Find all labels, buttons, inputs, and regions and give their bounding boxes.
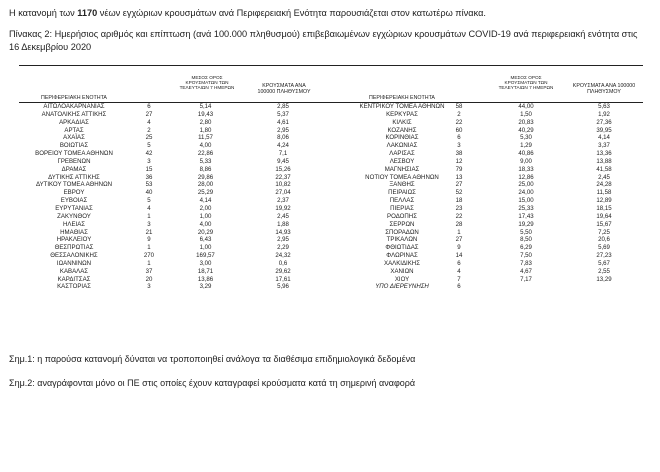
right-seven-day-mean: 1,50 <box>520 110 532 118</box>
left-seven-day-mean: 6,43 <box>199 236 212 244</box>
right-seven-day-mean: 24,00 <box>518 189 534 197</box>
right-new-cases: 52 <box>455 189 463 197</box>
left-incidence-per-100k: 22,37 <box>275 173 291 181</box>
right-region-name: ΛΑΡΙΣΑΣ <box>389 150 415 158</box>
right-seven-day-mean: 5,30 <box>520 134 532 142</box>
right-incidence-per-100k: 27,36 <box>596 118 612 126</box>
left-region-name: ΖΑΚΥΝΘΟΥ <box>57 212 91 220</box>
table-caption: Πίνακας 2: Ημερήσιος αριθμός και επίπτωση (ανά 100.000 πληθυσμού) επιβεβαιωμένων εγχώριων κρουσμάτων COVID-19 ανά περιφερειακή ενότητα στις 16 Δεκεμβρίου 2020 <box>9 29 638 52</box>
right-incidence-per-100k: 18,15 <box>596 204 612 212</box>
left-incidence-per-100k: 4,61 <box>277 118 289 126</box>
left-seven-day-mean: 11,57 <box>198 134 213 142</box>
left-region-name: ΕΥΡΥΤΑΝΙΑΣ <box>55 204 93 212</box>
right-new-cases: 6 <box>457 283 461 291</box>
right-new-cases: 4 <box>457 267 461 275</box>
left-new-cases: 15 <box>145 165 153 173</box>
left-region-name: ΑΝΑΤΟΛΙΚΗΣ ΑΤΤΙΚΗΣ <box>41 110 107 118</box>
right-region-name: ΧΑΛΚΙΔΙΚΗΣ <box>384 259 420 267</box>
right-incidence-per-100k: 3,37 <box>598 142 610 150</box>
right-incidence-per-100k: 20,6 <box>598 236 610 244</box>
right-region-name: ΠΕΙΡΑΙΩΣ <box>388 189 416 197</box>
table-row <box>19 205 643 213</box>
right-new-cases: 6 <box>457 134 461 142</box>
left-region-name: ΘΕΣΣΑΛΟΝΙΚΗΣ <box>50 252 98 260</box>
left-seven-day-mean: 4,00 <box>199 142 212 150</box>
left-incidence-per-100k: 2,45 <box>277 212 289 220</box>
left-region-name: ΗΜΑΘΙΑΣ <box>60 228 88 236</box>
table-row <box>19 150 643 158</box>
table-row <box>19 213 643 221</box>
table-row <box>19 197 643 205</box>
right-new-cases: 79 <box>455 165 463 173</box>
left-seven-day-mean: 25,29 <box>197 189 214 197</box>
left-region-name: ΔΥΤΙΚΟΥ ΤΟΜΕΑ ΑΘΗΝΩΝ <box>35 181 113 189</box>
left-incidence-per-100k: 17,61 <box>275 275 291 283</box>
left-incidence-per-100k: 5,37 <box>277 110 289 118</box>
table-row <box>19 189 643 197</box>
left-seven-day-mean: 20,29 <box>197 228 214 236</box>
right-new-cases: 2 <box>457 110 461 118</box>
left-incidence-per-100k: 27,04 <box>275 189 291 197</box>
left-region-name: ΓΡΕΒΕΝΩΝ <box>57 157 91 165</box>
right-new-cases: 27 <box>455 181 463 189</box>
left-seven-day-mean: 29,86 <box>197 173 214 181</box>
right-new-cases: 38 <box>455 150 463 158</box>
table-row <box>19 252 643 260</box>
left-new-cases: 21 <box>145 228 153 236</box>
right-incidence-per-100k: 15,67 <box>596 220 612 228</box>
right-incidence-per-100k: 4,14 <box>598 134 610 142</box>
right-incidence-per-100k: 13,36 <box>596 150 612 158</box>
left-seven-day-mean: 4,00 <box>199 220 212 228</box>
left-incidence-per-100k: 9,45 <box>277 157 289 165</box>
right-region-name: ΦΘΙΩΤΙΔΑΣ <box>385 244 419 252</box>
left-incidence-per-100k: 29,62 <box>275 267 291 275</box>
table-row <box>19 229 643 237</box>
right-new-cases: 12 <box>455 157 463 165</box>
left-new-cases: 1 <box>147 244 151 252</box>
header-mean-left: ΜΕΣΟΣ ΟΡΟΣ ΚΡΟΥΣΜΑΤΩΝ ΤΩΝ ΤΕΛΕΥΤΑΙΩΝ 7 ΗΜΕΡΩΝ <box>179 75 235 91</box>
note-2: Σημ.2: αναγράφονται μόνο οι ΠΕ στις οποίες έχουν καταγραφεί κρούσματα κατά τη σημερινή αναφορά <box>9 378 416 388</box>
right-new-cases: 58 <box>455 103 463 110</box>
right-region-name: ΚΙΛΚΙΣ <box>392 118 412 126</box>
left-incidence-per-100k: 2,85 <box>277 103 289 110</box>
left-seven-day-mean: 5,33 <box>199 157 212 165</box>
left-region-name: ΒΟΡΕΙΟΥ ΤΟΜΕΑ ΑΘΗΝΩΝ <box>35 150 113 158</box>
left-new-cases: 42 <box>145 150 153 158</box>
table-body <box>19 103 643 291</box>
right-region-name: ΚΟΖΑΝΗΣ <box>387 126 417 134</box>
right-region-name: ΦΛΩΡΙΝΑΣ <box>386 252 418 260</box>
left-new-cases: 3 <box>147 283 151 291</box>
right-incidence-per-100k: 24,28 <box>596 181 612 189</box>
left-new-cases: 5 <box>147 142 151 150</box>
right-incidence-per-100k: 2,55 <box>598 267 610 275</box>
right-region-name: ΡΟΔΟΠΗΣ <box>387 212 417 220</box>
table-row <box>19 111 643 119</box>
left-incidence-per-100k: 0,6 <box>278 259 288 267</box>
left-incidence-per-100k: 15,26 <box>275 165 291 173</box>
right-new-cases: 22 <box>455 118 463 126</box>
right-region-name: ΧΑΝΙΩΝ <box>390 267 414 275</box>
table-row <box>19 268 643 276</box>
right-incidence-per-100k: 27,23 <box>596 252 612 260</box>
right-incidence-per-100k: 7,25 <box>598 228 610 236</box>
left-new-cases: 40 <box>145 189 153 197</box>
left-new-cases: 6 <box>147 103 151 110</box>
right-new-cases: 1 <box>457 228 461 236</box>
table-row <box>19 181 643 189</box>
right-new-cases: 22 <box>455 212 463 220</box>
left-incidence-per-100k: 19,92 <box>275 204 291 212</box>
left-new-cases: 37 <box>145 267 153 275</box>
left-incidence-per-100k: 2,95 <box>277 126 289 134</box>
header-incidence-right: ΚΡΟΥΣΜΑΤΑ ΑΝΑ 100000 ΠΛΗΘΥΣΜΟΥ <box>572 83 636 96</box>
left-incidence-per-100k: 2,95 <box>277 236 289 244</box>
left-seven-day-mean: 13,86 <box>197 275 214 283</box>
left-new-cases: 4 <box>147 118 151 126</box>
left-seven-day-mean: 1,00 <box>199 244 212 252</box>
left-region-name: ΕΥΒΟΙΑΣ <box>60 197 88 205</box>
left-new-cases: 25 <box>145 134 153 142</box>
right-incidence-per-100k: 13,88 <box>596 157 612 165</box>
right-region-name: ΠΙΕΡΙΑΣ <box>390 204 414 212</box>
left-seven-day-mean: 1,80 <box>199 126 212 134</box>
left-seven-day-mean: 2,80 <box>199 118 212 126</box>
left-region-name: ΑΙΤΩΛΟΑΚΑΡΝΑΝΙΑΣ <box>43 103 105 110</box>
right-region-name: ΚΟΡΙΝΘΙΑΣ <box>385 134 419 142</box>
left-new-cases: 53 <box>145 181 153 189</box>
right-seven-day-mean: 15,00 <box>518 197 534 205</box>
left-incidence-per-100k: 2,37 <box>277 197 289 205</box>
right-region-name: ΚΕΝΤΡΙΚΟΥ ΤΟΜΕΑ ΑΘΗΝΩΝ <box>359 103 445 110</box>
left-new-cases: 20 <box>145 275 153 283</box>
left-new-cases: 4 <box>147 204 151 212</box>
left-region-name: ΚΑΡΔΙΤΣΑΣ <box>57 275 91 283</box>
table-row <box>19 174 643 182</box>
table-top-rule <box>19 65 643 66</box>
right-seven-day-mean: 12,86 <box>518 173 534 181</box>
intro-suffix: νέων εγχώριων κρουσμάτων ανά Περιφερειακή Ενότητα παρουσιάζεται στον κατωτέρω πίνακα. <box>97 8 486 18</box>
left-region-name: ΑΡΚΑΔΙΑΣ <box>59 118 89 126</box>
right-region-name: ΧΙΟΥ <box>394 275 410 283</box>
left-incidence-per-100k: 2,29 <box>277 244 289 252</box>
left-region-name: ΔΡΑΜΑΣ <box>61 165 87 173</box>
right-seven-day-mean: 1,29 <box>520 142 532 150</box>
left-region-name: ΗΛΕΙΑΣ <box>62 220 86 228</box>
right-region-name: ΤΡΙΚΑΛΩΝ <box>386 236 418 244</box>
left-region-name: ΘΕΣΠΡΩΤΙΑΣ <box>54 244 94 252</box>
table-row <box>19 244 643 252</box>
right-region-name: ΠΕΛΛΑΣ <box>389 197 415 205</box>
right-region-name: ΛΕΣΒΟΥ <box>389 157 415 165</box>
left-seven-day-mean: 5,14 <box>199 103 212 110</box>
right-seven-day-mean: 40,86 <box>518 150 534 158</box>
left-incidence-per-100k: 7,1 <box>278 150 288 158</box>
table-row <box>19 127 643 135</box>
left-seven-day-mean: 1,00 <box>199 212 212 220</box>
header-mean-right: ΜΕΣΟΣ ΟΡΟΣ ΚΡΟΥΣΜΑΤΩΝ ΤΩΝ ΤΕΛΕΥΤΑΙΩΝ 7 ΗΜΕΡΩΝ <box>498 75 554 91</box>
right-region-name: ΜΑΓΝΗΣΙΑΣ <box>384 165 420 173</box>
left-new-cases: 36 <box>145 173 153 181</box>
left-new-cases: 270 <box>143 252 155 260</box>
left-seven-day-mean: 2,00 <box>199 204 212 212</box>
left-new-cases: 1 <box>147 259 151 267</box>
right-seven-day-mean: 7,83 <box>520 259 532 267</box>
header-incidence-left: ΚΡΟΥΣΜΑΤΑ ΑΝΑ 100000 ΠΛΗΘΥΣΜΟΥ <box>257 83 311 96</box>
right-seven-day-mean: 4,67 <box>520 267 532 275</box>
right-seven-day-mean: 19,29 <box>518 220 534 228</box>
table-row <box>19 119 643 127</box>
right-new-cases: 13 <box>455 173 463 181</box>
right-region-name: ΝΟΤΙΟΥ ΤΟΜΕΑ ΑΘΗΝΩΝ <box>365 173 439 181</box>
left-region-name: ΒΟΙΩΤΙΑΣ <box>59 142 89 150</box>
left-new-cases: 1 <box>147 212 151 220</box>
header-region-right: ΠΕΡΙΦΕΡΕΙΑΚΗ ΕΝΟΤΗΤΑ <box>369 95 435 101</box>
right-seven-day-mean: 6,29 <box>520 244 532 252</box>
table-row <box>19 158 643 166</box>
right-region-name: ΣΠΟΡΑΔΩΝ <box>385 228 419 236</box>
right-incidence-per-100k: 19,64 <box>596 212 612 220</box>
left-region-name: ΔΥΤΙΚΗΣ ΑΤΤΙΚΗΣ <box>48 173 100 181</box>
left-seven-day-mean: 8,86 <box>199 165 212 173</box>
left-seven-day-mean: 19,43 <box>197 110 214 118</box>
table-row <box>19 166 643 174</box>
right-new-cases: 23 <box>455 204 463 212</box>
right-incidence-per-100k: 11,58 <box>596 189 612 197</box>
left-region-name: ΙΩΑΝΝΙΝΩΝ <box>56 259 92 267</box>
right-new-cases: 27 <box>455 236 463 244</box>
intro-text <box>9 7 486 19</box>
right-region-name: ΚΕΡΚΥΡΑΣ <box>386 110 418 118</box>
right-new-cases: 3 <box>457 142 461 150</box>
right-seven-day-mean: 17,43 <box>518 212 534 220</box>
right-seven-day-mean: 9,00 <box>520 157 532 165</box>
left-seven-day-mean: 3,00 <box>199 259 212 267</box>
right-seven-day-mean: 5,50 <box>520 228 532 236</box>
right-incidence-per-100k: 13,29 <box>596 275 612 283</box>
left-seven-day-mean: 3,29 <box>199 283 212 291</box>
table-row <box>19 260 643 268</box>
right-new-cases: 7 <box>457 275 461 283</box>
left-new-cases: 3 <box>147 157 151 165</box>
header-region-left: ΠΕΡΙΦΕΡΕΙΑΚΗ ΕΝΟΤΗΤΑ <box>41 95 107 101</box>
right-region-name: ΛΑΚΩΝΙΑΣ <box>386 142 418 150</box>
right-incidence-per-100k: 39,95 <box>596 126 612 134</box>
intro-count: 1170 <box>77 8 98 18</box>
right-region-name: ΣΕΡΡΩΝ <box>389 220 415 228</box>
left-region-name: ΚΑΒΑΛΑΣ <box>59 267 89 275</box>
left-incidence-per-100k: 8,06 <box>277 134 289 142</box>
right-seven-day-mean: 25,33 <box>518 204 534 212</box>
right-new-cases: 18 <box>455 197 463 205</box>
left-seven-day-mean: 28,00 <box>197 181 214 189</box>
right-seven-day-mean: 40,29 <box>518 126 534 134</box>
right-incidence-per-100k: 5,63 <box>598 103 610 110</box>
table-row <box>19 276 643 284</box>
left-seven-day-mean: 18,71 <box>197 267 214 275</box>
table-row <box>19 221 643 229</box>
right-region-name: ΞΑΝΘΗΣ <box>389 181 415 189</box>
left-region-name: ΑΡΤΑΣ <box>64 126 84 134</box>
left-incidence-per-100k: 1,88 <box>277 220 289 228</box>
right-incidence-per-100k: 2,45 <box>598 173 610 181</box>
right-new-cases: 60 <box>455 126 463 134</box>
right-seven-day-mean: 44,00 <box>518 103 534 110</box>
right-incidence-per-100k: 41,58 <box>596 165 612 173</box>
table-row <box>19 134 643 142</box>
table-row <box>19 236 643 244</box>
right-seven-day-mean: 8,50 <box>520 236 532 244</box>
left-incidence-per-100k: 24,32 <box>275 252 291 260</box>
right-seven-day-mean: 7,50 <box>520 252 532 260</box>
left-region-name: ΚΑΣΤΟΡΙΑΣ <box>57 283 91 291</box>
left-region-name: ΗΡΑΚΛΕΙΟΥ <box>56 236 92 244</box>
left-new-cases: 27 <box>145 110 153 118</box>
right-seven-day-mean: 7,17 <box>520 275 532 283</box>
right-seven-day-mean: 18,33 <box>518 165 534 173</box>
note-1: Σημ.1: η παρούσα κατανομή δύναται να τροποποιηθεί ανάλογα τα διαθέσιμα επιδημιολογικά δεδομένα <box>9 354 416 364</box>
right-incidence-per-100k: 12,89 <box>596 197 612 205</box>
left-new-cases: 9 <box>147 236 151 244</box>
left-seven-day-mean: 22,86 <box>197 150 214 158</box>
right-region-name: ΥΠΟ ΔΙΕΡΕΥΝΗΣΗ <box>375 283 429 291</box>
right-seven-day-mean: 25,00 <box>518 181 534 189</box>
left-incidence-per-100k: 4,24 <box>277 142 289 150</box>
right-new-cases: 28 <box>455 220 463 228</box>
left-incidence-per-100k: 5,96 <box>277 283 289 291</box>
left-seven-day-mean: 4,14 <box>199 197 212 205</box>
left-seven-day-mean: 169,57 <box>196 252 215 260</box>
left-incidence-per-100k: 14,93 <box>275 228 291 236</box>
right-incidence-per-100k: 5,69 <box>598 244 610 252</box>
right-new-cases: 9 <box>457 244 461 252</box>
table-row <box>19 142 643 150</box>
left-new-cases: 3 <box>147 220 151 228</box>
table-row <box>19 103 643 111</box>
left-incidence-per-100k: 10,82 <box>275 181 291 189</box>
right-new-cases: 6 <box>457 259 461 267</box>
right-seven-day-mean: 20,83 <box>518 118 534 126</box>
right-incidence-per-100k: 5,67 <box>598 259 610 267</box>
left-new-cases: 5 <box>147 197 151 205</box>
left-region-name: ΑΧΑΪΑΣ <box>63 134 85 142</box>
intro-prefix: Η κατανομή των <box>9 8 78 18</box>
left-region-name: ΕΒΡΟΥ <box>63 189 85 197</box>
left-new-cases: 2 <box>147 126 151 134</box>
right-new-cases: 14 <box>455 252 463 260</box>
right-incidence-per-100k: 1,92 <box>598 110 610 118</box>
table-row <box>19 283 643 291</box>
